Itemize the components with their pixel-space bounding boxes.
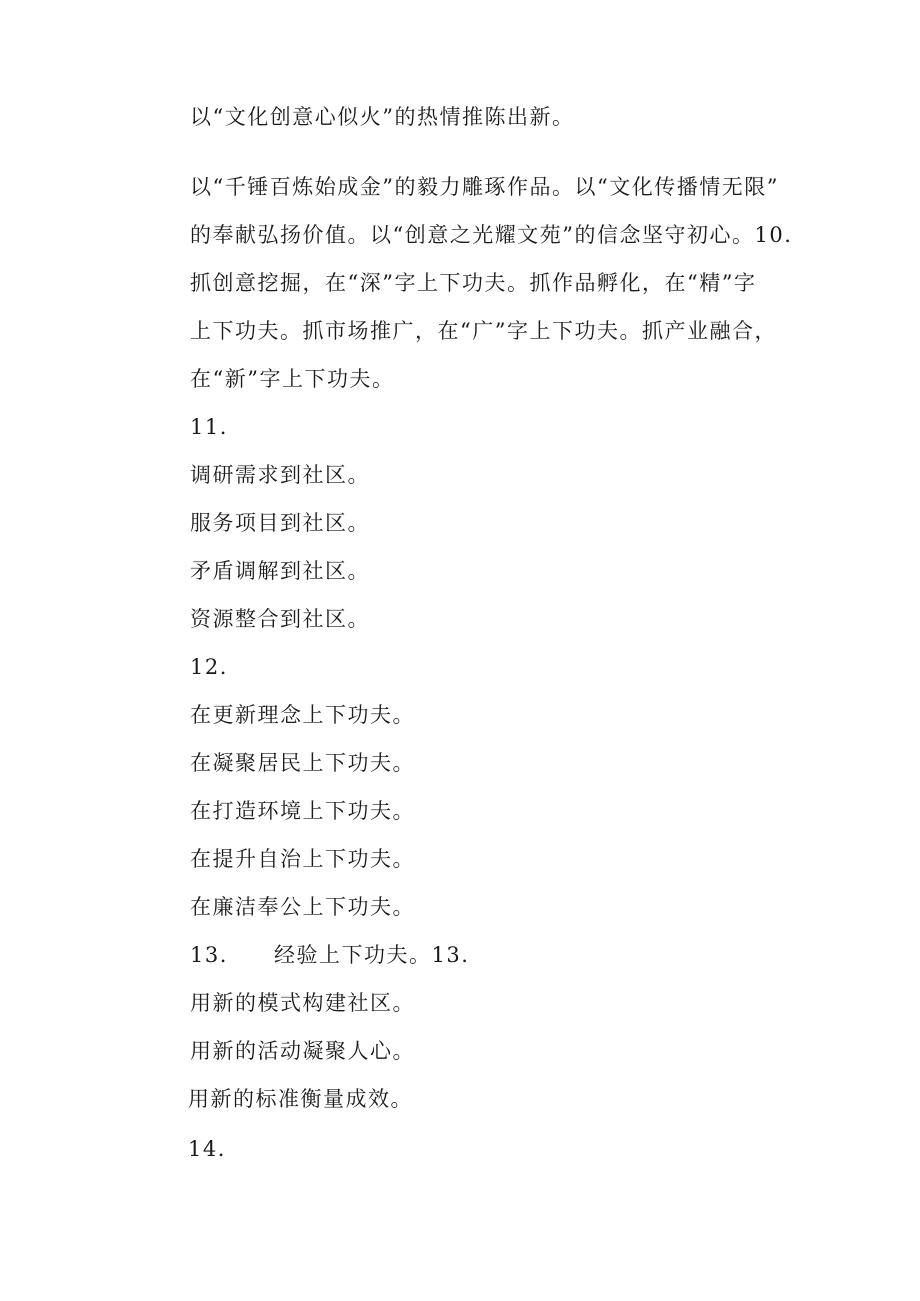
- list-item: 矛盾调解到社区。: [190, 559, 370, 583]
- list-item: 在廉洁奉公上下功夫。: [190, 895, 415, 919]
- list-item: 在凝聚居民上下功夫。: [190, 751, 415, 775]
- list-item: 经验上下功夫。13.: [274, 943, 470, 967]
- paragraph-line: 的奉献弘扬价值。以“创意之光耀文苑”的信念坚守初心。10.: [190, 223, 793, 247]
- list-item: 调研需求到社区。: [190, 463, 370, 487]
- paragraph-line: 上下功夫。抓市场推广，在“广”字上下功夫。抓产业融合，: [190, 319, 777, 343]
- section-number: 11.: [190, 415, 228, 439]
- list-item: 用新的活动凝聚人心。: [190, 1039, 415, 1063]
- list-item: 服务项目到社区。: [190, 511, 370, 535]
- paragraph-line: 以“文化创意心似火”的热情推陈出新。: [190, 105, 575, 129]
- list-item: 用新的标准衡量成效。: [188, 1087, 413, 1111]
- list-item: 在打造环境上下功夫。: [190, 799, 415, 823]
- list-item: 用新的模式构建社区。: [190, 991, 415, 1015]
- list-item: 在更新理念上下功夫。: [190, 703, 415, 727]
- section-number: 14.: [188, 1137, 226, 1161]
- paragraph-line: 以“千锤百炼始成金”的毅力雕琢作品。以“文化传播情无限”: [190, 175, 779, 199]
- paragraph-line: 在“新”字上下功夫。: [190, 367, 395, 391]
- section-number: 13.: [190, 943, 228, 967]
- list-item: 资源整合到社区。: [190, 607, 370, 631]
- section-number: 12.: [190, 655, 228, 679]
- list-item: 在提升自治上下功夫。: [190, 847, 415, 871]
- paragraph-line: 抓创意挖掘，在“深”字上下功夫。抓作品孵化，在“精”字: [190, 271, 757, 295]
